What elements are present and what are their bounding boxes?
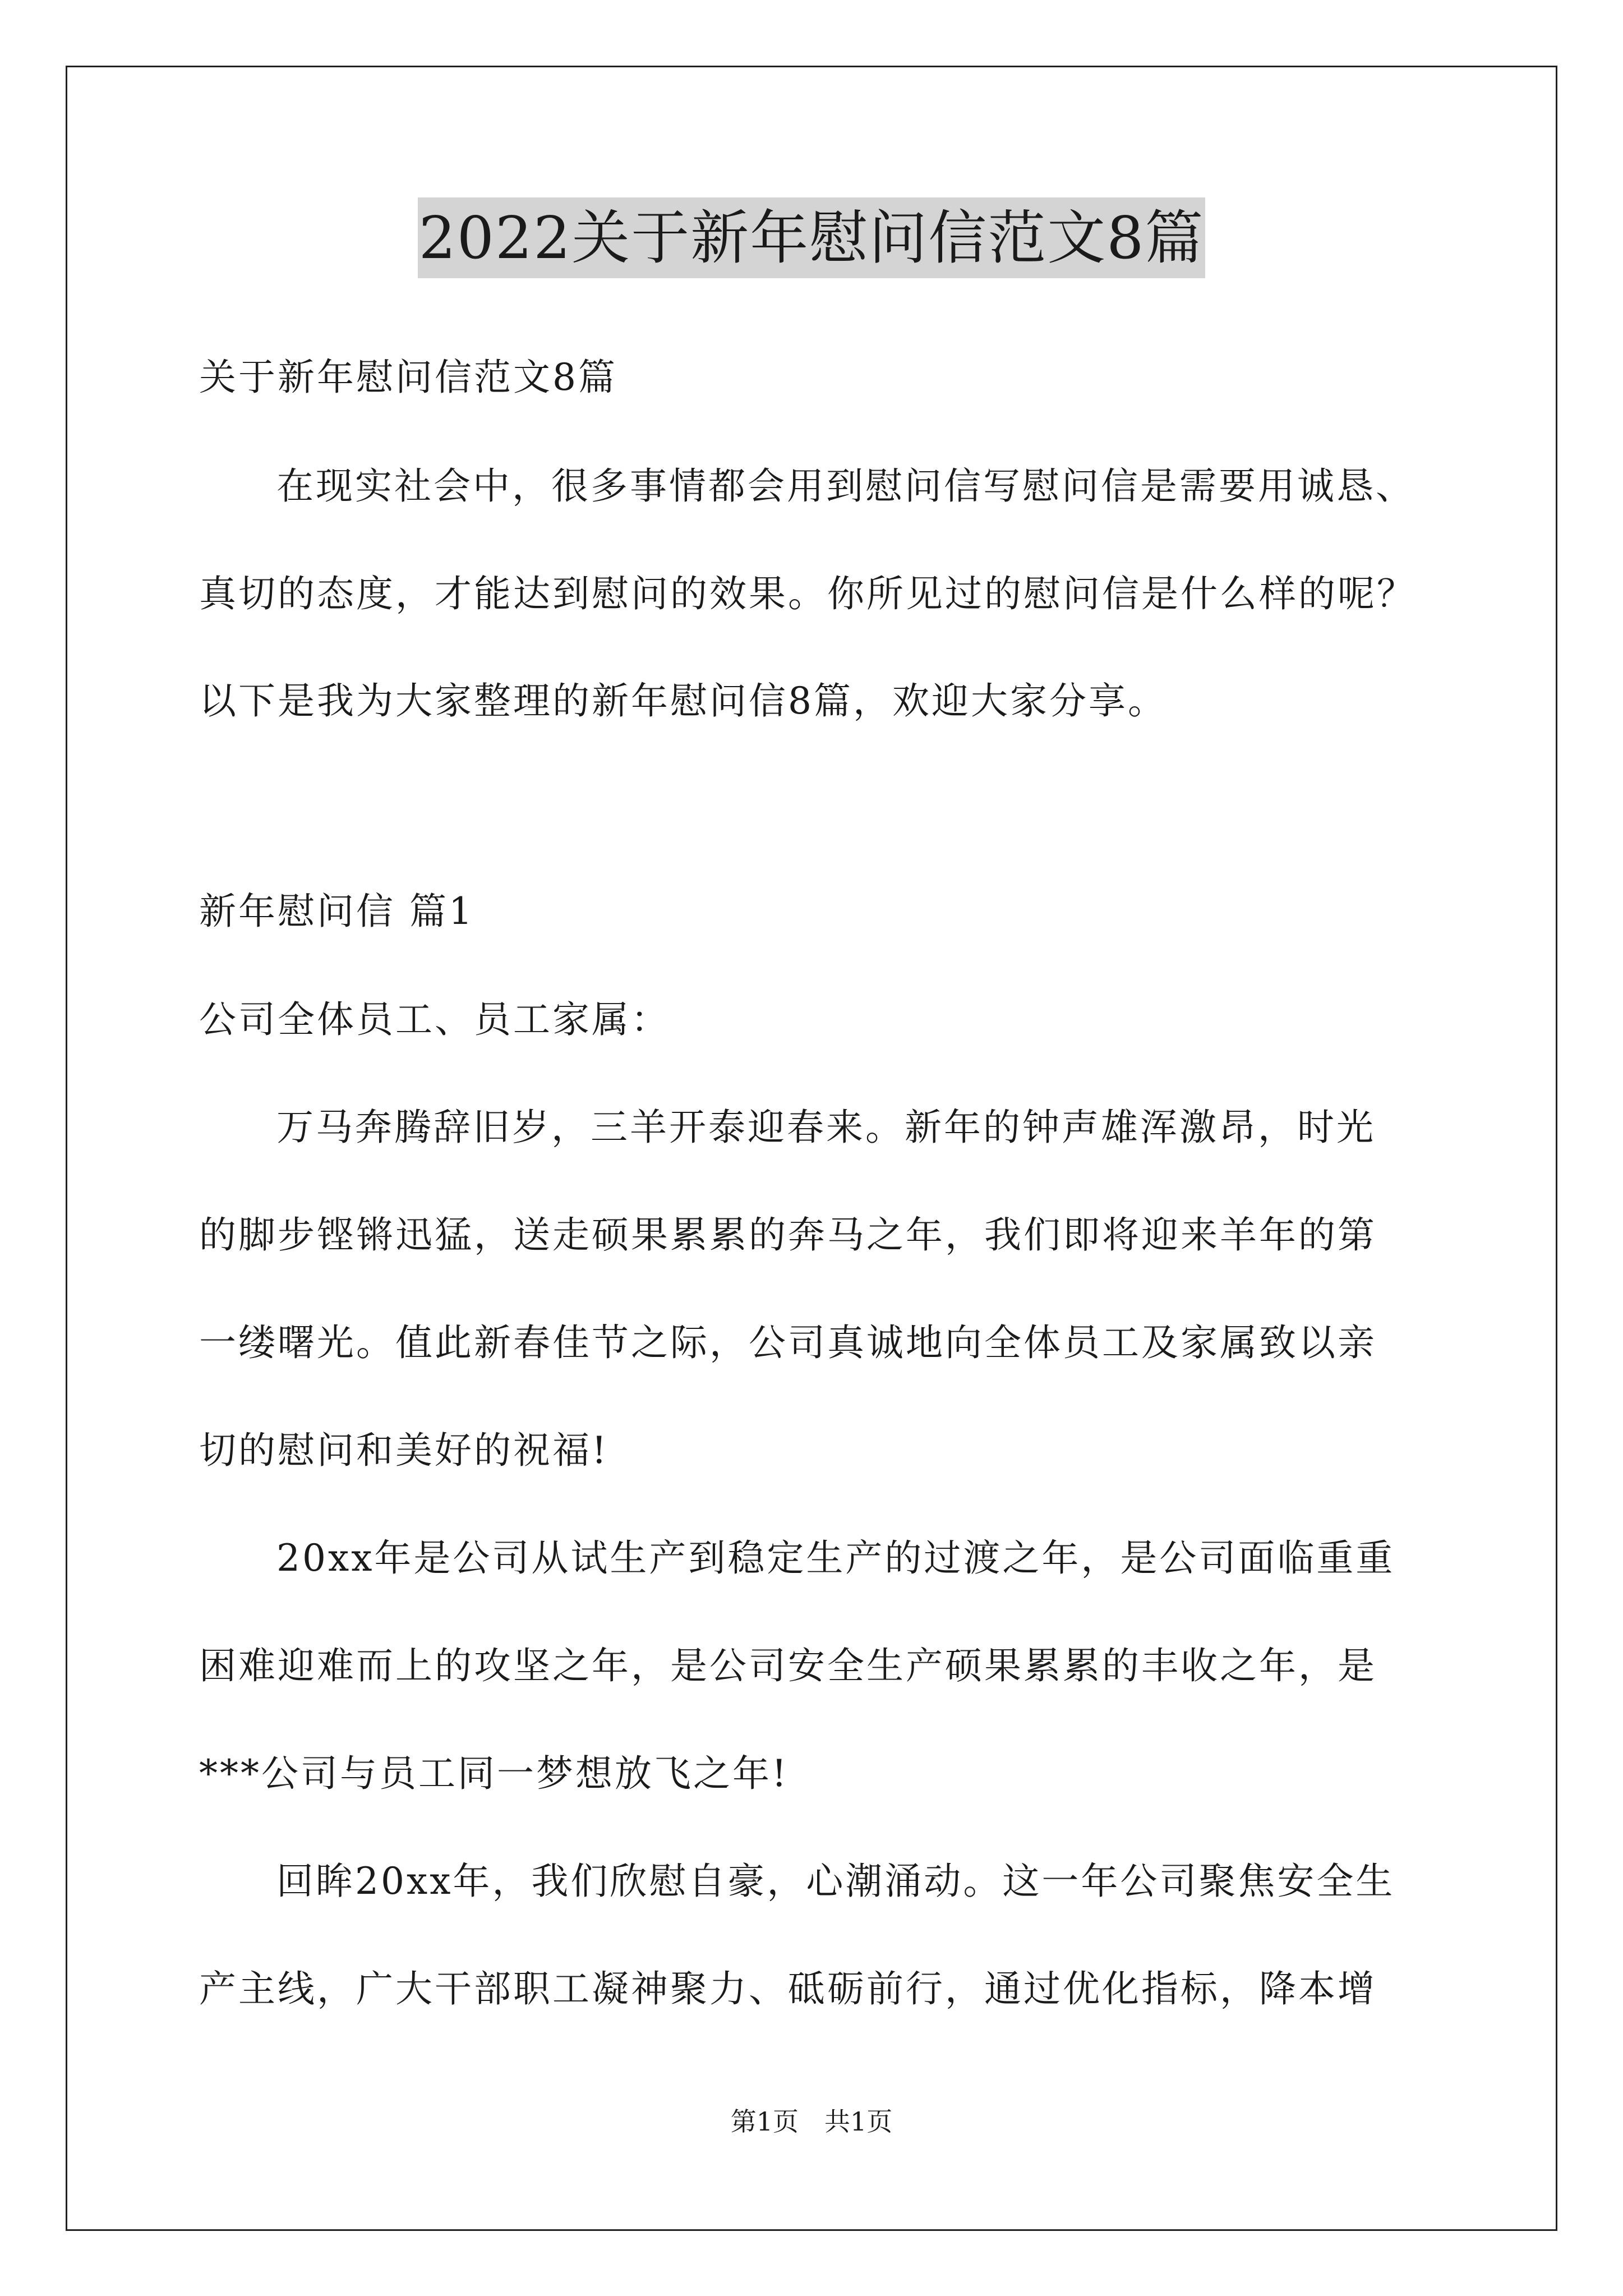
body-line-5: 20xx年是公司从试生产到稳定生产的过渡之年，是公司面临重重 bbox=[276, 1536, 1395, 1580]
body-line-6: 困难迎难而上的攻坚之年，是公司安全生产硕果累累的丰收之年，是 bbox=[199, 1644, 1377, 1687]
body-line-9: 产主线，广大干部职工凝神聚力、砥砺前行，通过优化指标，降本增 bbox=[199, 1967, 1377, 2010]
section-heading: 新年慰问信 篇1 bbox=[199, 890, 474, 933]
body-line-2: 的脚步铿锵迅猛，送走硕果累累的奔马之年，我们即将迎来羊年的第 bbox=[199, 1213, 1377, 1257]
intro-line-2: 真切的态度，才能达到慰问的效果。你所见过的慰问信是什么样的呢？ bbox=[199, 572, 1416, 615]
body-line-1: 万马奔腾辞旧岁，三羊开泰迎春来。新年的钟声雄浑激昂，时光 bbox=[276, 1106, 1376, 1149]
intro-line-3: 以下是我为大家整理的新年慰问信8篇，欢迎大家分享。 bbox=[199, 679, 1167, 723]
body-line-8: 回眸20xx年，我们欣慰自豪，心潮涌动。这一年公司聚焦安全生 bbox=[276, 1860, 1395, 1903]
salutation-line: 公司全体员工、员工家属： bbox=[199, 998, 670, 1041]
page-footer: 第1页 共1页 bbox=[730, 2106, 893, 2137]
intro-line-1: 在现实社会中，很多事情都会用到慰问信写慰问信是需要用诚恳、 bbox=[276, 464, 1415, 508]
title-container bbox=[0, 197, 1623, 278]
body-line-4: 切的慰问和美好的祝福! bbox=[199, 1429, 609, 1472]
subtitle-line: 关于新年慰问信范文8篇 bbox=[199, 356, 617, 399]
body-line-7: ***公司与员工同一梦想放飞之年! bbox=[199, 1752, 789, 1795]
document-title: 2022关于新年慰问信范文8篇 bbox=[418, 197, 1206, 278]
body-line-3: 一缕曙光。值此新春佳节之际，公司真诚地向全体员工及家属致以亲 bbox=[199, 1321, 1377, 1364]
